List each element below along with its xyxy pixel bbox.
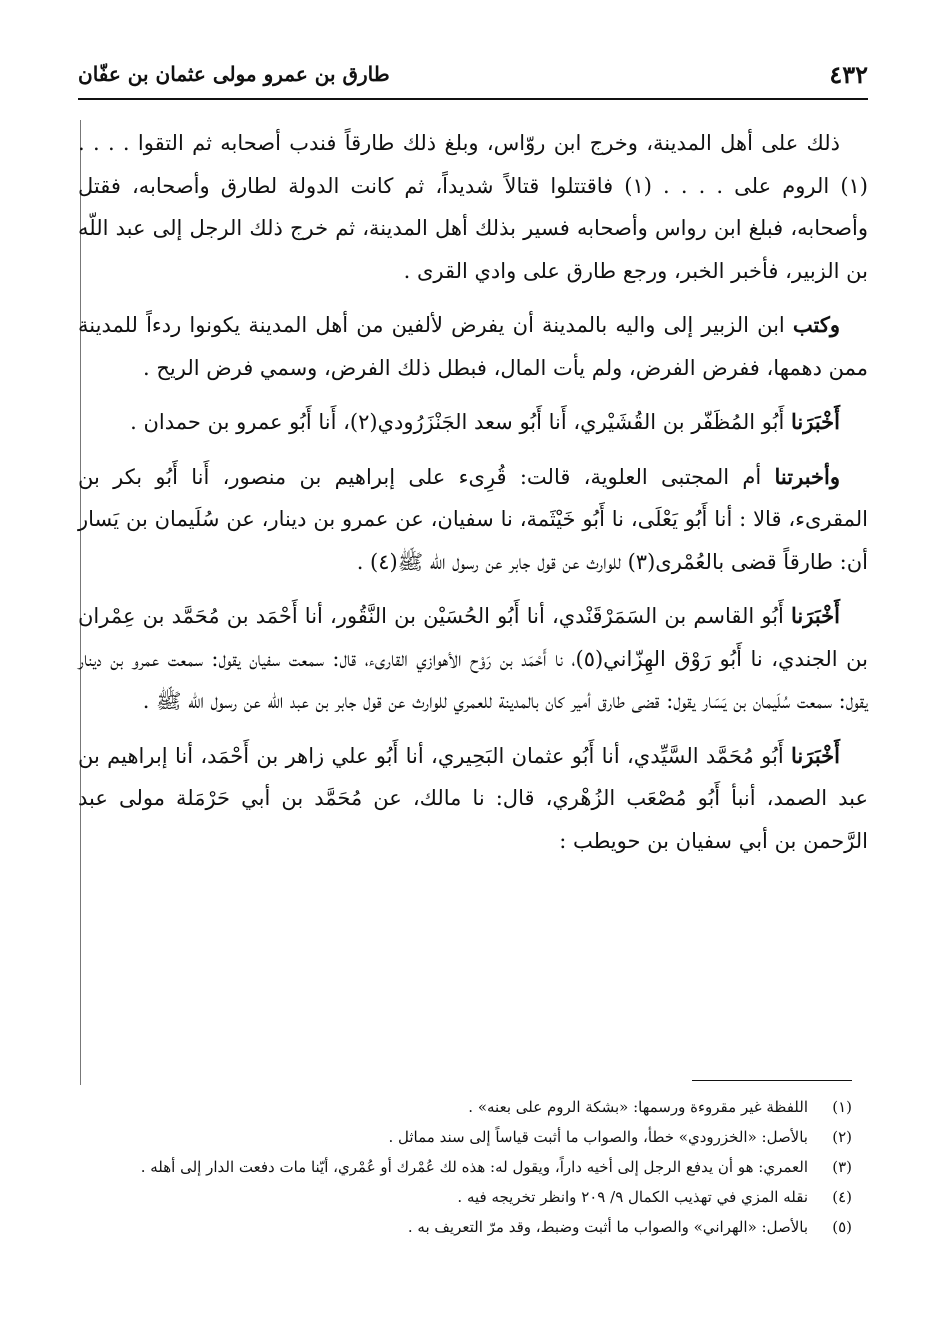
footnote bbox=[78, 1184, 852, 1210]
footnote-number: (٢) bbox=[832, 1128, 852, 1146]
footnote-number: (٥) bbox=[832, 1218, 852, 1236]
footnote-text: العمري: هو أن يدفع الرجل إلى أخيه داراً، ويقول له: هذه لك عُمْرك أو عُمْري، أيّنا مات دفعت الدار إلى أهله . bbox=[140, 1158, 808, 1176]
paragraph-text: أم المجتبى العلوية، قالت: قُرِىء على إبراهيم بن منصور، أَنا أَبُو بكر بن المقرىء، قالا : أنا أَبُو يَعْلَى، نا أَبُو خَيْثَمة، نا سفيان، عن عمرو بن دينار، عن سُلَيمان بن يَسار أن: طارقاً قضى بالعُمْرى(٣) للوارث عن قول جابر عن رسول الله ﷺ(٤) . bbox=[78, 464, 868, 574]
footnote-text: نقله المزي في تهذيب الكمال ٩/ ٢٠٩ وانظر تخريجه فيه . bbox=[457, 1188, 808, 1206]
page-header bbox=[78, 58, 868, 94]
footnote-text: اللفظة غير مقروءة ورسمها: «بشكة الروم على بعنه» . bbox=[468, 1098, 808, 1116]
header-rule bbox=[78, 98, 868, 100]
footnote-text: بالأصل: «الخزرودي» خطأ، والصواب ما أثبت قياساً إلى سند مماثل . bbox=[388, 1128, 808, 1146]
footnote bbox=[78, 1094, 852, 1120]
paragraph bbox=[78, 456, 868, 584]
footnote bbox=[78, 1214, 852, 1240]
paragraph-lead: أَخْبَرَنا bbox=[791, 603, 840, 628]
paragraph bbox=[78, 735, 868, 863]
footnote bbox=[78, 1154, 852, 1180]
main-text bbox=[78, 122, 868, 874]
paragraph-text: أَبُو القاسم بن السَمَرْقَنْدي، أنا أَبُو الحُسَيْن بن النَّقُور، أنا أَحْمَد بن مُحَمَّد بن عِمْران بن الجندي، نا أَبُو رَوْق الهِزّاني(٥)، نا أَحْمَد بن رَوْح الأهوازي القارىء، قال: سمعت سفيان يقول: سمعت عمرو بن دينار يقول: سمعت سُلَيمان بن يَسَار يقول: قضى طارق أمير كان بالمدينة للعمري للوارث عن قول جابر بن عبد اللّه عن رسول الله ﷺ . bbox=[78, 604, 868, 713]
paragraph-lead: أَخْبَرَنا bbox=[791, 742, 840, 768]
paragraph bbox=[78, 595, 868, 723]
page-number: ٤٣٢ bbox=[829, 60, 868, 89]
footnote-number: (١) bbox=[832, 1098, 852, 1116]
footnote-text: بالأصل: «الهراني» والصواب ما أثبت وضبط، وقد مرّ التعريف به . bbox=[407, 1218, 808, 1236]
paragraph-text: أَبُو مُحَمَّد السَّيِّدي، أنا أَبُو عثمان البَحِيري، أنا أَبُو علي زاهر بن أَحْمَد، أنا إبراهيم بن عبد الصمد، أنبأ أَبُو مُصْعَب الزُهْري، قال: نا مالك، عن مُحَمَّد بن أبي حَرْمَلة مولى عبد الرَّحمن بن أبي سفيان بن حويطب : bbox=[78, 743, 868, 853]
running-title: طارق بن عمرو مولى عثمان بن عفّان bbox=[78, 62, 390, 86]
paragraph-text: ذلك على أهل المدينة، وخرج ابن روّاس، وبلغ ذلك طارقاً فندب أصحابه ثم التقوا . . . . (١) الروم على . . . . (١) فاقتتلوا قتالاً شديداً، ثم كانت الدولة لطارق وأصحابه، فقتل وأصحابه، فبلغ ابن رواس وأصحابه فسير بذلك أهل المدينة، ثم خرج ذلك الرجل إلى عبد اللّه بن الزبير، فأخبر الخبر، ورجع طارق على وادي القرى . bbox=[78, 131, 868, 283]
paragraph bbox=[78, 122, 868, 292]
footnote-rule bbox=[692, 1080, 852, 1081]
footnote-number: (٣) bbox=[832, 1158, 852, 1176]
footnotes bbox=[78, 1094, 852, 1244]
paragraph-lead: أَخْبَرَنا bbox=[791, 409, 840, 434]
paragraph-lead: وأخبرتنا bbox=[774, 463, 840, 489]
paragraph-lead: وكتب bbox=[792, 312, 840, 337]
paragraph-text: ابن الزبير إلى واليه بالمدينة أن يفرض لألفين من أهل المدينة يكونوا ردءاً للمدينة ممن دهمها، ففرض الفرض، ولم يأت المال، فبطل ذلك الفرض، وسمي فرض الريح . bbox=[78, 313, 868, 380]
paragraph-text: أَبُو المُظَفّر بن القُشَيْري، أَنا أَبُو سعد الجَنْزَرُودي(٢)، أَنا أَبُو عمرو بن حمدان . bbox=[130, 410, 792, 434]
paragraph bbox=[78, 401, 868, 444]
paragraph bbox=[78, 304, 868, 389]
footnote-number: (٤) bbox=[832, 1188, 852, 1206]
footnote bbox=[78, 1124, 852, 1150]
